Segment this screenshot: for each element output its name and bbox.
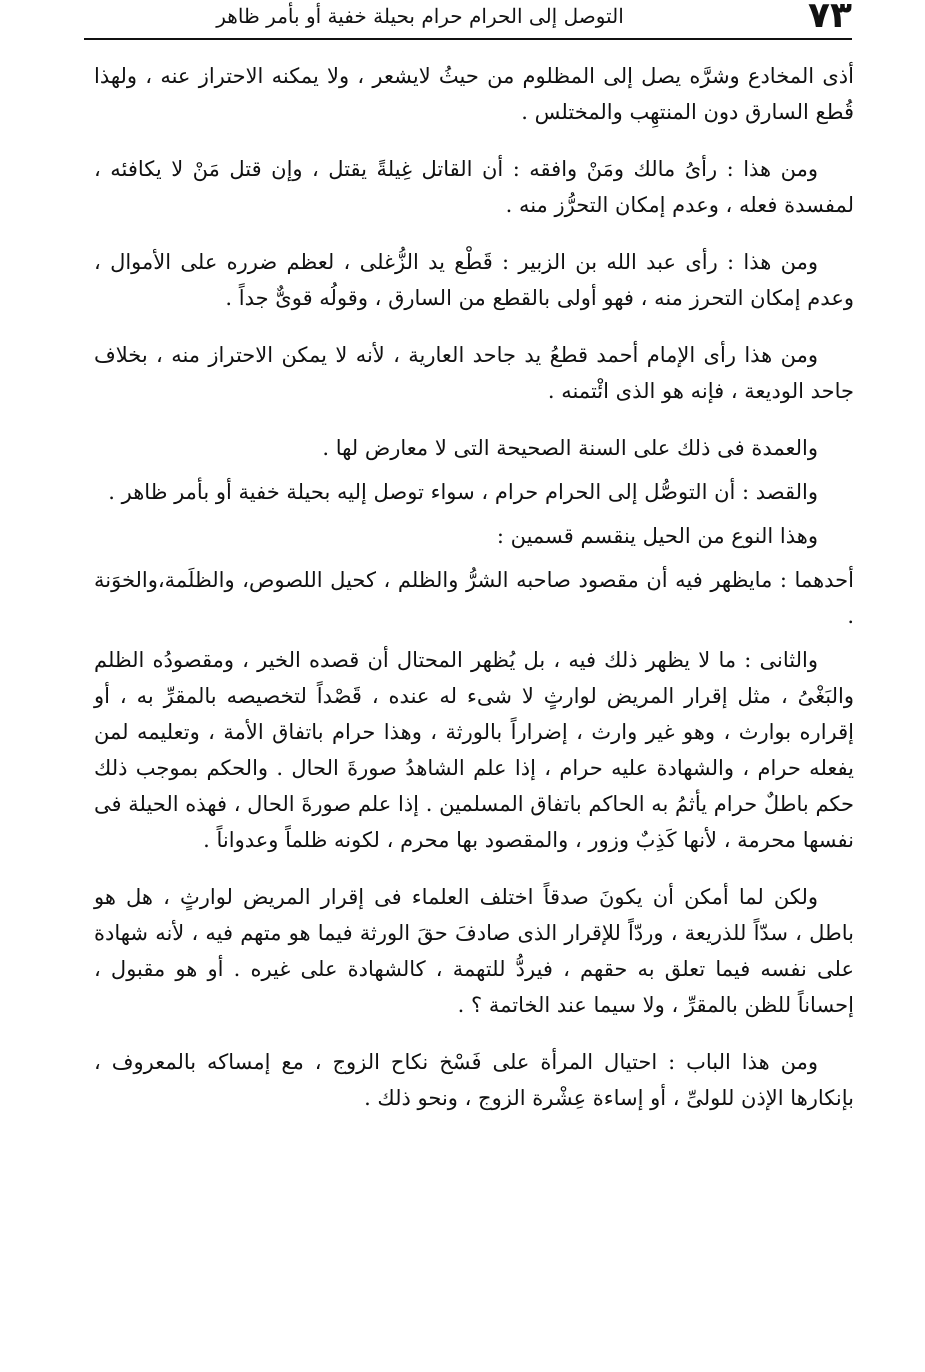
paragraph-1: أذى المخادع وشرَّه يصل إلى المظلوم من حيثُ لايشعر ، ولا يمكنه الاحتراز عنه ، ولهذا قُطع السارق دون المنتهِب والمختلس . [94,64,854,124]
paragraph-11: ومن هذا الباب : احتيال المرأة على فَسْخ نكاح الزوج ، مع إمساكه بالمعروف ، بإنكارها الإذن للولىِّ ، أو إساءة عِشْرة الزوج ، ونحو ذلك . [94,1050,854,1110]
running-title: التوصل إلى الحرام حرام بحيلة خفية أو بأمر ظاهر [216,4,624,28]
paragraph-4: ومن هذا رأى الإمام أحمد قطعُ يد جاحد العارية ، لأنه لا يمكن الاحتراز منه ، بخلاف جاحد الوديعة ، فإنه هو الذى ائْتمنه . [94,343,854,403]
page-header [84,0,852,36]
header-divider [84,38,852,40]
page-number: ٧٣ [808,0,852,36]
paragraph-3: ومن هذا : رأى عبد الله بن الزبير : قَطْع يد الزُّغلى ، لعظم ضرره على الأموال ، وعدم إمكان التحرز منه ، فهو أولى بالقطع من السارق ، وقولُه قوىٌّ جداً . [94,250,854,310]
paragraph-5: والعمدة فى ذلك على السنة الصحيحة التى لا معارض لها . [322,436,818,460]
paragraph-10: ولكن لما أمكن أن يكونَ صدقاً اختلف العلماء فى إقرار المريض لوارثٍ ، هل هو باطل ، سدّاً للذريعة ، وردّاً للإقرار الذى صادفَ حقَ الورثة فيما هو متهم فيه ، لأنه شهادة على نفسه فيما تعلق به حقهم ، فيردُّ للتهمة ، كالشهادة على غيره . أو هو مقبول ، إحساناً للظن بالمقرِّ ، ولا سيما عند الخاتمة ؟ . [94,885,854,1017]
page-body [94,58,854,1137]
paragraph-8: أحدهما : مايظهر فيه أن مقصود صاحبه الشرُّ والظلم ، كحيل اللصوص، والظلَمة،والخوَنة . [94,568,854,628]
paragraph-7: وهذا النوع من الحيل ينقسم قسمين : [496,524,818,548]
paragraph-2: ومن هذا : رأىُ مالك ومَنْ وافقه : أن القاتل غِيلةً يقتل ، وإن قتل مَنْ لا يكافئه ، لمفسدة فعله ، وعدم إمكان التحرُّز منه . [94,157,854,217]
paragraph-6: والقصد : أن التوصُّل إلى الحرام حرام ، سواء توصل إليه بحيلة خفية أو بأمر ظاهر . [108,480,818,504]
paragraph-9: والثانى : ما لا يظهر ذلك فيه ، بل يُظهر المحتال أن قصده الخير ، ومقصودُه الظلم والبَغْىُ ، مثل إقرار المريض لوارثٍ لا شىء له عنده ، قَصْداً لتخصيصه بالمقرِّ به ، أو إقراره بوارث ، وهو غير وارث ، إضراراً بالورثة ، وهذا حرام باتفاق الأمة ، وتعليمه لمن يفعله حرام ، والشهادة عليه حرام ، إذا علم الشاهدُ صورةَ الحال . والحكم بموجب ذلك حكم باطلٌ حرام يأثمُ به الحاكم باتفاق المسلمين . إذا علم صورةَ الحال ، فهذه الحيلة فى نفسها محرمة ، لأنها كَذِبٌ وزور ، والمقصود بها محرم ، لكونه ظلماً وعدواناً . [94,648,854,852]
